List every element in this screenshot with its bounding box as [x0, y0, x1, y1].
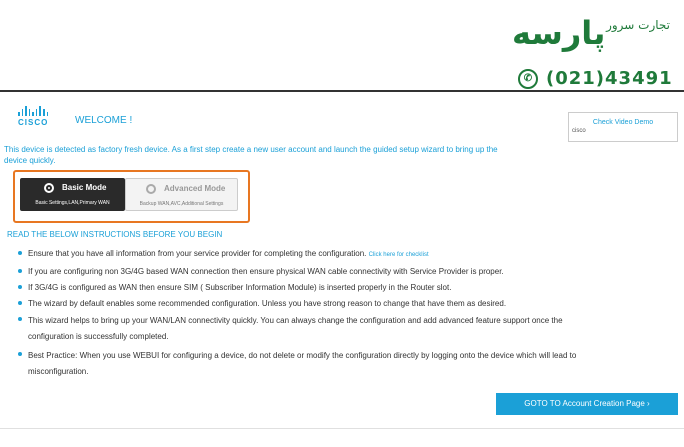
instructions-list — [18, 247, 578, 383]
basic-mode-option[interactable] — [20, 178, 125, 211]
basic-mode-title: Basic Mode — [62, 183, 107, 192]
instruction-text: This wizard helps to bring up your WAN/LAN connectivity quickly. You can always change the configuration and add advanced feature support once the configuration is successfully completed. — [28, 316, 563, 341]
instruction-text: Ensure that you have all information from your service provider for completing the configuration. — [28, 249, 367, 258]
basic-mode-subtitle: Basic Settings,LAN,Primary WAN — [35, 200, 110, 206]
list-item — [18, 313, 578, 345]
welcome-title: WELCOME ! — [75, 115, 133, 126]
list-item — [18, 265, 578, 278]
goto-account-creation-button[interactable]: GOTO TO Account Creation Page › — [496, 393, 678, 415]
checklist-link[interactable]: Click here for checklist — [368, 252, 429, 258]
list-item — [18, 297, 578, 310]
advanced-mode-option[interactable] — [125, 178, 238, 211]
instruction-text: Best Practice: When you use WEBUI for configuring a device, do not delete or modify the configuration directly by logging onto the device which will lead to misconfiguration. — [28, 351, 577, 376]
advanced-mode-title: Advanced Mode — [164, 184, 226, 193]
persian-logo-subtitle: تجارت سرور — [606, 18, 670, 32]
cisco-bars-icon — [18, 106, 48, 116]
persian-logo-text: پارسه — [512, 14, 606, 52]
list-item — [18, 348, 578, 380]
bottom-divider — [0, 428, 684, 429]
parse-logo — [504, 10, 674, 90]
banner-divider — [0, 90, 684, 92]
intro-text: This device is detected as factory fresh device. As a first step create a new user account and launch the guided setup wizard to bring up the device quickly. — [4, 145, 498, 165]
phone-number: (021)43491 — [546, 68, 673, 89]
list-item — [18, 247, 578, 262]
list-item — [18, 281, 578, 294]
basic-mode-radio-icon[interactable] — [44, 183, 54, 193]
check-video-demo-link[interactable]: Check Video Demo — [592, 119, 654, 126]
advanced-mode-subtitle: Backup WAN,AVC,Additional Settings — [139, 201, 224, 207]
top-banner — [0, 0, 684, 88]
instruction-text: If you are configuring non 3G/4G based WAN connection then ensure physical WAN cable connectivity with Service Provider is proper. — [28, 267, 504, 276]
broken-image-icon: cisco — [572, 128, 586, 134]
advanced-mode-radio-icon[interactable] — [146, 184, 156, 194]
instruction-text: The wizard by default enables some recommended configuration. Unless you have strong reason to change that have them as desired. — [28, 299, 507, 308]
phone-icon: ✆ — [518, 69, 538, 89]
video-demo-panel — [568, 112, 678, 142]
phone-row — [518, 68, 673, 89]
instruction-text: If 3G/4G is configured as WAN then ensure SIM ( Subscriber Information Module) is inserted properly in the Router slot. — [28, 283, 452, 292]
instructions-heading: READ THE BELOW INSTRUCTIONS BEFORE YOU BEGIN — [7, 230, 223, 239]
cisco-logo — [18, 106, 48, 127]
cisco-word: CISCO — [18, 118, 49, 127]
mode-selector — [13, 170, 250, 223]
